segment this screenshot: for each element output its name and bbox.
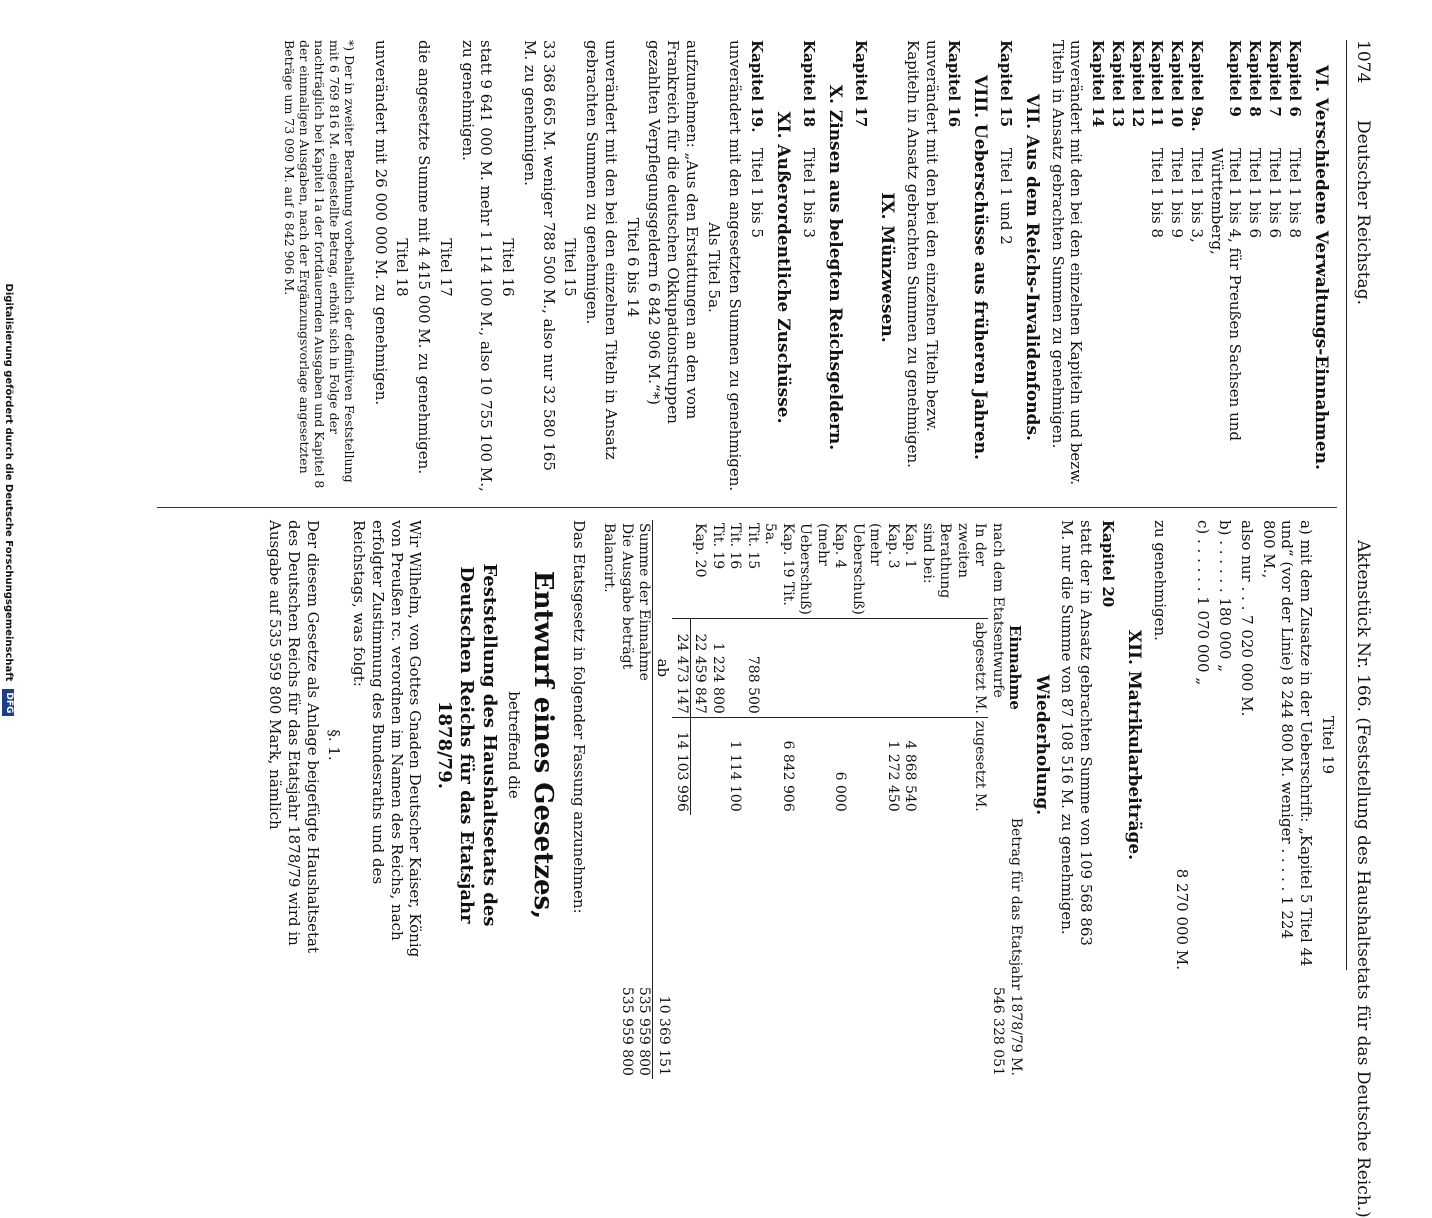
paragraph-number: §. 1. — [325, 729, 344, 761]
table-cell: 1 272 450 — [848, 717, 901, 814]
section-heading: IX. Münzwesen. — [877, 192, 898, 343]
kapitel-row — [1187, 40, 1206, 495]
footnote: *) Der in zweiter Berathung vorbehaltlich der definitiven Feststellung mit 6 769 816 M. eingestellte Betrag, erhöht sich in Folge der nachträglich bei Kapitel 1a der fortdauernden Ausgaben und Kapitel 8 der einmaligen Ausgaben, nach der Ergänzungsvorlage angesetzten Beträge um 73 090 M. auf 6 842 906 M. — [282, 40, 357, 489]
total-cell: 24 473 147 — [672, 618, 690, 717]
titel-range: Titel 1 bis 3 — [800, 148, 819, 238]
item-a: a) mit dem Zusatze in der Ueberschrift: „Kapitel 5 Titel 44 und“ (vor der Linie) 8 244 800 M. weniger . . . . . 1 224 800 M., — [1259, 520, 1316, 967]
kapitel-label: Kapitel 19. — [748, 40, 767, 133]
kapitel-label: Kapitel 8 — [1246, 40, 1265, 117]
table-row — [901, 520, 919, 1079]
paragraph: zu genehmigen. — [1151, 520, 1169, 641]
table-cell: nach dem Etatsentwurfe — [989, 523, 1006, 698]
titel-label: Titel 15 — [561, 238, 580, 297]
table-cell: 535 959 800 — [619, 986, 635, 1076]
section-heading: Wiederholung. — [1031, 674, 1052, 816]
kapitel-row — [800, 40, 819, 495]
titel-range: Titel 1 bis 5 — [748, 148, 767, 238]
paragraph: unverändert mit 26 000 000 M. zu genehmigen. — [371, 40, 390, 406]
table-cell — [708, 717, 726, 814]
table-cell: 1 224 800 — [708, 618, 726, 717]
titel-range — [1089, 148, 1108, 495]
titel-label: Titel 16 — [499, 238, 518, 297]
header-left: Deutscher Reichstag. — [1353, 120, 1373, 305]
table-cell: Kap. 20 — [692, 523, 709, 578]
kapitel-row — [944, 40, 963, 495]
titel-range — [1128, 148, 1147, 495]
kapitel-label: Kapitel 20 — [1099, 520, 1117, 608]
kapitel-label: Kapitel 16 — [944, 40, 963, 128]
column-header: abgesetzt M. — [918, 618, 988, 717]
table-cell — [848, 618, 901, 717]
titel-label: Titel 17 — [437, 238, 455, 297]
table-cell: 788 500 — [743, 618, 761, 717]
titel-label: Als Titel 5a. — [704, 222, 723, 313]
table-cell: Kap. 19 Tit. 5a. — [762, 523, 796, 606]
kapitel-row — [996, 40, 1015, 495]
titel-range: Titel 1 bis 8 — [1285, 148, 1304, 238]
section-heading: VIII. Ueberschüsse aus früheren Jahren. — [970, 75, 990, 460]
table-cell: Kap. 1 — [902, 523, 919, 569]
kapitel-label: Kapitel 9a. — [1188, 40, 1206, 132]
item-c: c) . . . . . . 1 070 000 „ — [1194, 520, 1213, 686]
kapitel-label: Kapitel 11 — [1148, 40, 1167, 128]
left-column — [157, 40, 1337, 495]
kapitel-label: Kapitel 6 — [1285, 40, 1304, 117]
titel-label: Titel 18 — [393, 238, 412, 297]
table-row — [690, 520, 708, 1079]
titel-range — [1108, 148, 1127, 495]
table-cell: 22 459 847 — [690, 618, 708, 717]
titel-range: Titel 1 bis 8 — [1148, 148, 1167, 238]
paragraph: 33 368 665 M. weniger 788 500 M., also nur 32 580 165 M. zu genehmigen. — [521, 40, 558, 471]
table-cell: Tit. 19 — [709, 523, 726, 570]
kapitel-row — [1089, 40, 1108, 495]
table-cell: Tit. 15 — [744, 523, 761, 570]
table-cell — [901, 618, 919, 717]
titel-range: Titel 1 bis 3, — [1188, 148, 1206, 243]
titel-range: Titel 1 bis 4, für Preußen Sachsen und Württemberg, — [1207, 148, 1245, 442]
table-cell — [743, 717, 761, 814]
paragraph: unverändert mit den angesetzten Summen zu genehmigen. — [726, 40, 745, 492]
footer-text: Digitalisierung gefördert durch die Deutsche Forschungsgemeinschaft — [3, 283, 15, 682]
column-header: zugesetzt M. — [918, 717, 988, 814]
table-row — [726, 520, 744, 1079]
table-cell — [796, 618, 849, 717]
table-cell: Tit. 16 — [727, 523, 744, 570]
paragraph: statt 9 641 000 M. mehr 1 114 100 M., also 10 755 100 M., zu genehmigen. — [458, 40, 496, 492]
column-divider — [157, 507, 1337, 508]
paragraph: Der diesem Gesetze als Anlage beigefügte Haushaltsetat des Deutschen Reichs für das Etatsjahr 1878/79 wird in Ausgabe auf 535 959 800 Mark, nämlich — [266, 520, 322, 954]
table-cell — [690, 717, 708, 814]
table-cell: Kap. 3 (mehr Ueberschuß) — [849, 523, 901, 615]
section-note: unverändert mit den bei den einzelnen Titeln bezw. Kapiteln in Ansatz gebrachten Summen zu genehmigen. — [904, 40, 941, 468]
kapitel-label: Kapitel 17 — [852, 40, 871, 128]
kapitel-label: Kapitel 14 — [1089, 40, 1108, 128]
kapitel-row — [1285, 40, 1304, 495]
dfg-logo: DFG — [2, 689, 13, 716]
table-row — [708, 520, 726, 1079]
kapitel-label: Kapitel 9 — [1226, 40, 1245, 117]
table-row — [743, 520, 761, 1079]
kapitel-label: Kapitel 7 — [1266, 40, 1284, 117]
table-heading: Einnahme — [1006, 624, 1025, 710]
titel-label: Titel 6 bis 14 — [623, 217, 642, 318]
table-cell: Die Ausgabe beträgt — [619, 523, 635, 670]
kapitel-row — [1246, 40, 1265, 495]
paragraph: Das Etatsgesetz in folgender Fassung anzunehmen: — [570, 520, 588, 914]
item-b: b) . . . . . . 180 000 „ — [1216, 520, 1235, 673]
table-cell: 546 328 051 — [989, 986, 1006, 1076]
table-cell — [726, 618, 744, 717]
digitization-footer — [0, 0, 16, 1000]
table-cell: 4 868 540 — [901, 717, 919, 814]
recap-table — [600, 520, 1025, 1079]
table-cell: Balancirt. — [601, 523, 618, 593]
section-heading: XI. Außerordentliche Zuschüsse. — [773, 111, 794, 424]
titel-range — [944, 148, 963, 495]
kapitel-label: Kapitel 12 — [1128, 40, 1147, 128]
kapitel-label: Kapitel 10 — [1168, 40, 1187, 128]
kapitel-row — [852, 40, 871, 495]
titel-range: Titel 1 bis 6 — [1246, 148, 1265, 238]
titel-label: Titel 19 — [1319, 715, 1337, 775]
titel-range: Titel 1 bis 6 — [1266, 148, 1284, 238]
table-cell: Summe der Einnahme — [635, 520, 653, 815]
paragraph: die angesetzte Summe mit 4 415 000 M. zu genehmigen. — [415, 40, 434, 475]
section-heading: X. Zinsen aus belegten Reichsgeldern. — [825, 84, 846, 451]
table-cell: ab — [654, 658, 673, 678]
running-header — [1346, 40, 1377, 1218]
page-number: 1074 — [1353, 40, 1373, 84]
kapitel-label: Kapitel 15 — [996, 40, 1015, 128]
table-row — [848, 520, 901, 1079]
table-row — [761, 520, 796, 1079]
table-cell — [761, 618, 796, 717]
item-a-also: also nur . . . 7 020 000 M. — [1238, 520, 1256, 717]
table-cell: In der zweiten Berathung sind bei: — [919, 523, 989, 599]
law-heading: Feststellung des Haushaltsetats des Deutschen Reichs für das Etatsjahr 1878/79. — [434, 563, 500, 927]
table-cell: 6 842 906 — [761, 717, 796, 814]
section-note: unverändert mit den bei den einzelnen Kapiteln und bezw. Titeln in Ansatz gebrachten Summen zu genehmigen. — [1048, 40, 1086, 486]
table-cell: 1 114 100 — [726, 717, 744, 814]
law-title: Entwurf eines Gesetzes, — [528, 570, 559, 920]
section-heading: VI. Verschiedene Verwaltungs-Einnahmen. — [1311, 65, 1331, 470]
titel-range — [852, 148, 871, 495]
law-subtitle: betreffend die — [504, 691, 523, 799]
paragraph: aufzunehmen: „Aus den Erstattungen an den vom Frankreich für die deutschen Okkupationstruppen gezahlten Verpflegungsgeldern 6 842 906 M.“*) — [645, 40, 701, 424]
kapitel-label: Kapitel 18 — [800, 40, 819, 128]
kapitel-row — [1265, 40, 1284, 495]
kapitel-label: Kapitel 13 — [1109, 40, 1127, 128]
kapitel-row — [1128, 40, 1147, 495]
titel-range: Titel 1 und 2 — [996, 148, 1015, 245]
table-row — [796, 520, 849, 1079]
column-header: Betrag für das Etatsjahr 1878/79 M. — [1008, 817, 1025, 1076]
item-sum: 8 270 000 M. — [1172, 868, 1191, 970]
paragraph: Wir Wilhelm, von Gottes Gnaden Deutscher Kaiser, König von Preußen rc. verordnen im Namen des Reichs, nach erfolgter Zustimmung des Bundesraths und des Reichstags, was folgt: — [350, 520, 425, 958]
paragraph: statt der in Ansatz gebrachten Summe von 109 568 863 M. nur die Summe von 87 108 516 M. zu genehmigen. — [1058, 520, 1096, 946]
kapitel-row — [1207, 40, 1245, 495]
kapitel-row — [1148, 40, 1167, 495]
kapitel-row — [1108, 40, 1127, 495]
header-right: Aktenstück Nr. 166. (Feststellung des Haushaltsetats für das Deutsche Reich.) — [1353, 540, 1373, 1218]
total-cell: 14 103 996 — [672, 717, 690, 814]
table-cell: 6 000 — [796, 717, 849, 814]
table-cell: 535 959 800 — [635, 815, 653, 1079]
right-column — [157, 520, 1337, 1076]
section-heading: VII. Aus dem Reichs-Invalidenfonds. — [1022, 94, 1042, 441]
section-heading: XII. Matrikularbeiträge. — [1124, 629, 1145, 861]
paragraph: unverändert mit den bei den einzelnen Titeln in Ansatz gebrachten Summen zu genehmigen. — [583, 40, 620, 460]
table-cell: Kap. 4 (mehr Ueberschuß) — [797, 523, 849, 615]
titel-range: Titel 1 bis 9 — [1168, 148, 1187, 238]
kapitel-row — [748, 40, 767, 495]
table-cell: 10 369 151 — [656, 995, 673, 1076]
kapitel-row — [1168, 40, 1187, 495]
